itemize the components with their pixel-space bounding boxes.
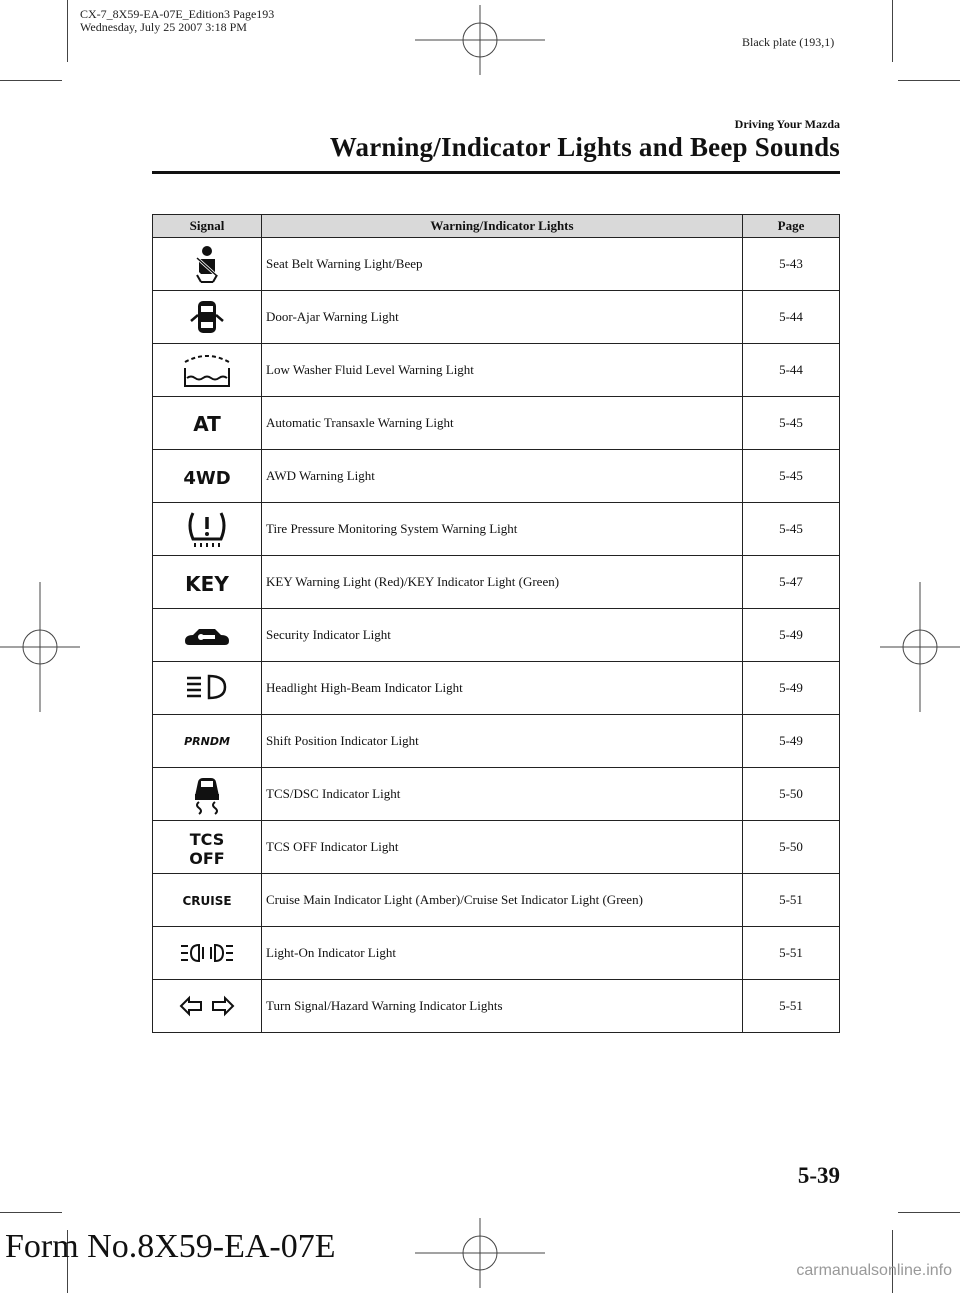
table-row xyxy=(153,821,840,874)
row-page: 5-44 xyxy=(743,344,840,397)
row-label: Tire Pressure Monitoring System Warning Light xyxy=(262,503,743,556)
title-rule xyxy=(152,171,840,174)
warning-lights-table xyxy=(152,214,840,1033)
row-page: 5-45 xyxy=(743,450,840,503)
cruise-icon xyxy=(177,878,237,922)
table-row xyxy=(153,556,840,609)
row-label: AWD Warning Light xyxy=(262,450,743,503)
row-page: 5-44 xyxy=(743,291,840,344)
row-label: Door-Ajar Warning Light xyxy=(262,291,743,344)
print-file-line: CX-7_8X59-EA-07E_Edition3 Page193 xyxy=(80,7,275,21)
row-page: 5-49 xyxy=(743,609,840,662)
at-icon xyxy=(177,401,237,445)
at-icon-text: AT xyxy=(193,412,221,436)
registration-crosshair-bottom xyxy=(415,1218,545,1288)
seat-belt-icon xyxy=(177,242,237,286)
print-date-line: Wednesday, July 25 2007 3:18 PM xyxy=(80,20,247,34)
page-title: Warning/Indicator Lights and Beep Sounds xyxy=(329,132,840,162)
key-icon-text: KEY xyxy=(185,572,229,596)
row-label: Shift Position Indicator Light xyxy=(262,715,743,768)
header-page: Page xyxy=(743,215,840,238)
table-row xyxy=(153,980,840,1033)
section-label: Driving Your Mazda xyxy=(734,117,840,131)
row-page: 5-45 xyxy=(743,503,840,556)
crop-mark xyxy=(892,0,893,62)
shift-position-icon xyxy=(177,719,237,763)
row-page: 5-50 xyxy=(743,821,840,874)
row-label: Low Washer Fluid Level Warning Light xyxy=(262,344,743,397)
table-row xyxy=(153,397,840,450)
registration-crosshair-right xyxy=(880,582,960,712)
crop-mark xyxy=(0,80,62,81)
row-label: TCS OFF Indicator Light xyxy=(262,821,743,874)
row-page: 5-49 xyxy=(743,715,840,768)
row-label: Security Indicator Light xyxy=(262,609,743,662)
high-beam-icon xyxy=(177,666,237,710)
crop-mark xyxy=(898,80,960,81)
table-row xyxy=(153,874,840,927)
4wd-icon-text: 4WD xyxy=(183,468,231,489)
row-page: 5-49 xyxy=(743,662,840,715)
row-label: Cruise Main Indicator Light (Amber)/Cruise Set Indicator Light (Green) xyxy=(262,874,743,927)
row-page: 5-51 xyxy=(743,874,840,927)
crop-mark xyxy=(67,0,68,62)
registration-crosshair-top xyxy=(415,5,545,75)
registration-crosshair-left xyxy=(0,582,80,712)
shift-position-icon-text: PRNDM xyxy=(184,735,230,748)
page-number: 5-39 xyxy=(797,1163,840,1188)
cruise-icon-text: CRUISE xyxy=(182,894,232,908)
table-row xyxy=(153,450,840,503)
header-signal: Signal xyxy=(153,215,262,238)
key-icon xyxy=(177,560,237,604)
light-on-icon xyxy=(177,931,237,975)
row-page: 5-47 xyxy=(743,556,840,609)
row-label: Headlight High-Beam Indicator Light xyxy=(262,662,743,715)
print-file-info xyxy=(80,8,274,34)
row-page: 5-51 xyxy=(743,980,840,1033)
crop-mark xyxy=(898,1212,960,1213)
table-row xyxy=(153,503,840,556)
row-label: Turn Signal/Hazard Warning Indicator Lights xyxy=(262,980,743,1033)
washer-fluid-icon xyxy=(177,348,237,392)
table-row xyxy=(153,927,840,980)
tcs-off-icon-text: TCS xyxy=(189,830,225,849)
row-page: 5-45 xyxy=(743,397,840,450)
header-lights: Warning/Indicator Lights xyxy=(262,215,743,238)
table-row xyxy=(153,291,840,344)
form-number: Form No.8X59-EA-07E xyxy=(5,1228,336,1265)
row-page: 5-51 xyxy=(743,927,840,980)
tire-pressure-icon xyxy=(177,507,237,551)
crop-mark xyxy=(0,1212,62,1213)
table-header-row xyxy=(153,215,840,238)
row-label: TCS/DSC Indicator Light xyxy=(262,768,743,821)
watermark: carmanualsonline.info xyxy=(796,1262,952,1279)
table-row xyxy=(153,768,840,821)
tcs-off-icon-text2: OFF xyxy=(189,849,225,868)
turn-signal-icon xyxy=(177,984,237,1028)
row-page: 5-43 xyxy=(743,238,840,291)
door-ajar-icon xyxy=(177,295,237,339)
row-page: 5-50 xyxy=(743,768,840,821)
row-label: Automatic Transaxle Warning Light xyxy=(262,397,743,450)
4wd-icon xyxy=(177,454,237,498)
table-row xyxy=(153,715,840,768)
table-row xyxy=(153,662,840,715)
row-label: Light-On Indicator Light xyxy=(262,927,743,980)
tcs-off-icon xyxy=(177,825,237,869)
table-row xyxy=(153,344,840,397)
table-row xyxy=(153,238,840,291)
table-row xyxy=(153,609,840,662)
tcs-dsc-icon xyxy=(177,772,237,816)
row-label: Seat Belt Warning Light/Beep xyxy=(262,238,743,291)
row-label: KEY Warning Light (Red)/KEY Indicator Light (Green) xyxy=(262,556,743,609)
plate-label: Black plate (193,1) xyxy=(742,35,835,49)
security-icon xyxy=(177,613,237,657)
